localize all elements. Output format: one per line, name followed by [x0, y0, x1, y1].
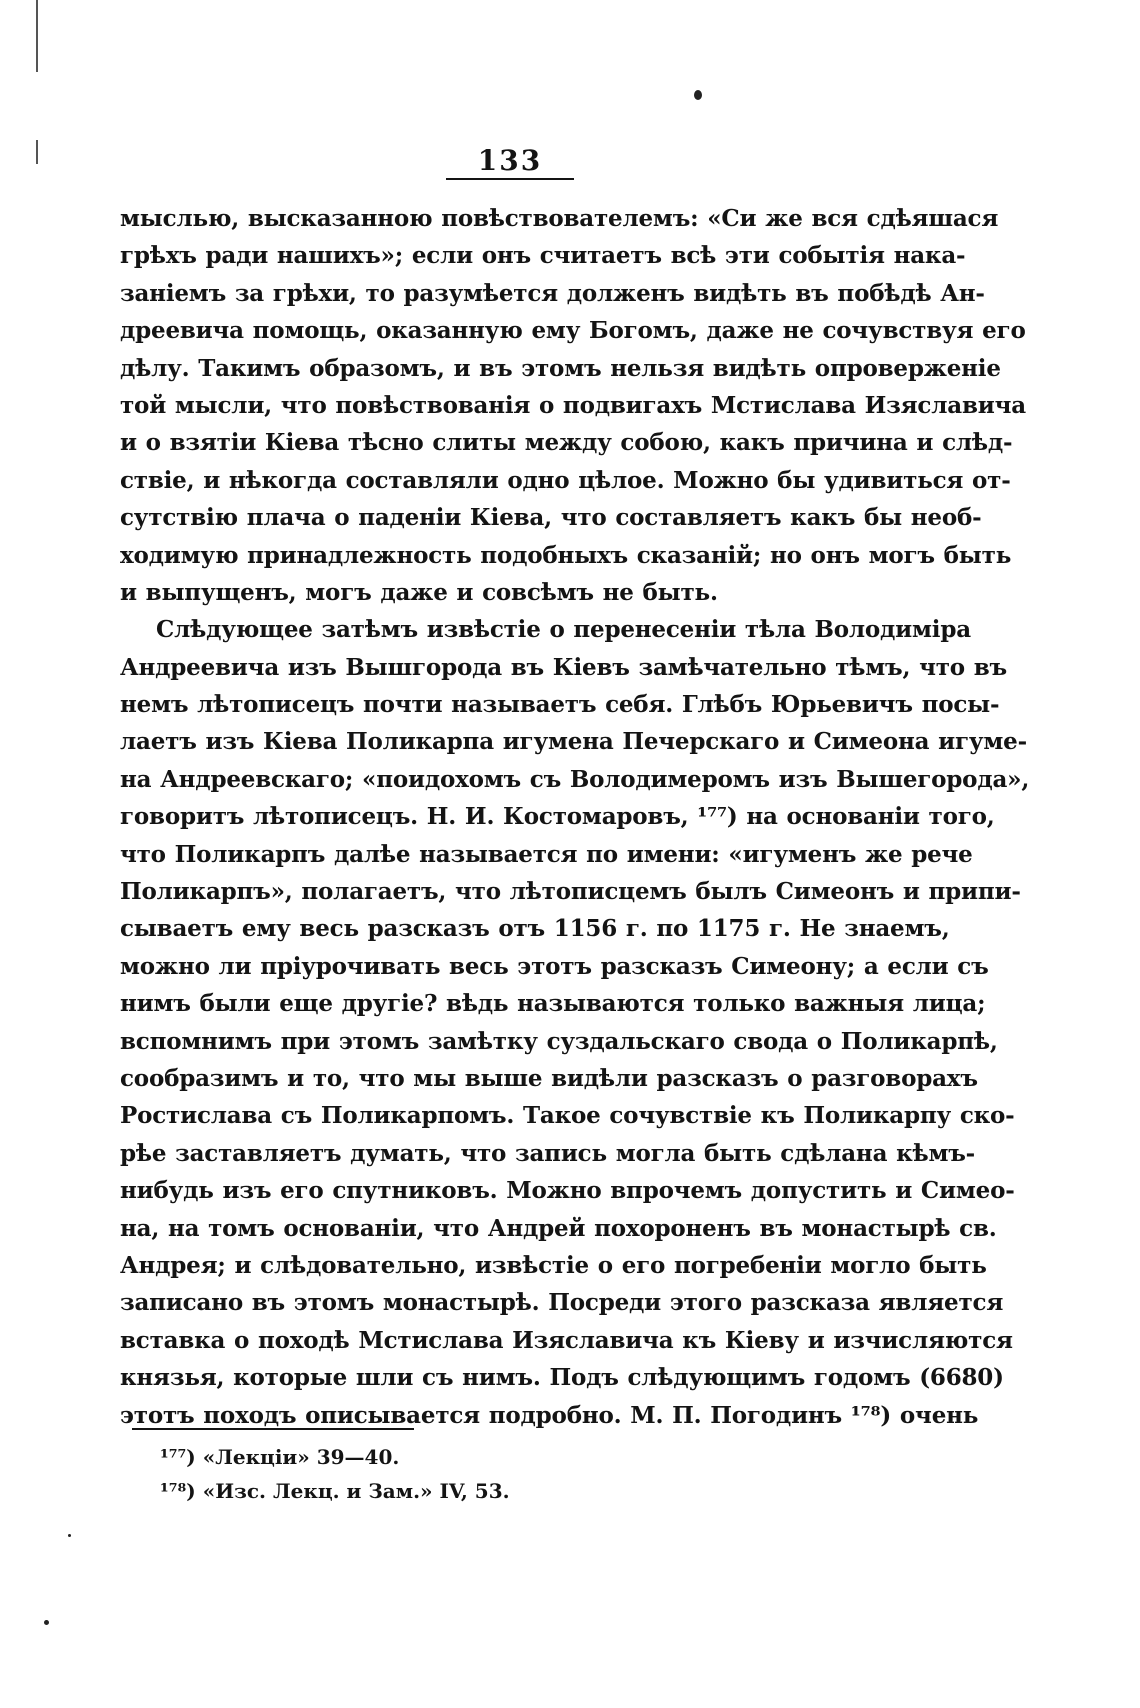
footnotes [160, 1440, 760, 1508]
text-line: этотъ походъ описывается подробно. М. П. Погодинъ ¹⁷⁸) очень [120, 1401, 979, 1429]
text-line: князья, которые шли съ нимъ. Подъ слѣдующимъ годомъ (6680) [120, 1364, 1004, 1392]
text-line: немъ лѣтописецъ почти называетъ себя. Глѣбъ Юрьевичъ посы- [120, 691, 1000, 719]
text-line: и выпущенъ, могъ даже и совсѣмъ не быть. [120, 578, 718, 606]
body-text [120, 200, 1030, 1434]
text-line: на, на томъ основаніи, что Андрей похороненъ въ монастырѣ св. [120, 1214, 997, 1242]
scan-speck [694, 90, 702, 100]
text-line: можно ли пріурочивать весь этотъ разсказъ Симеону; а если съ [120, 952, 989, 980]
text-line: лаетъ изъ Кіева Поликарпа игумена Печерскаго и Симеона игуме- [120, 728, 1027, 756]
text-line: сутствію плача о паденіи Кіева, что составляетъ какъ бы необ- [120, 504, 982, 532]
text-line: рѣе заставляетъ думать, что запись могла быть сдѣлана кѣмъ- [120, 1139, 976, 1167]
text-line: говоритъ лѣтописецъ. Н. И. Костомаровъ, ¹⁷⁷) на основаніи того, [120, 803, 995, 831]
scan-margin-line [36, 140, 38, 164]
footnote-177: ¹⁷⁷) «Лекціи» 39—40. [160, 1445, 400, 1469]
scan-margin-line [36, 0, 38, 72]
page-number: 133 [477, 144, 543, 177]
text-line: ходимую принадлежность подобныхъ сказаній; но онъ могъ быть [120, 541, 1012, 569]
text-line: мыслью, высказанною повѣствователемъ: «Си же вся сдѣяшася [120, 205, 999, 232]
footnote-178: ¹⁷⁸) «Изс. Лекц. и Зам.» IV, 53. [160, 1479, 510, 1503]
text-line: Поликарпъ», полагаетъ, что лѣтописцемъ былъ Симеонъ и припи- [120, 878, 1021, 906]
text-line: заніемъ за грѣхи, то разумѣется долженъ видѣть въ побѣдѣ Ан- [120, 279, 985, 307]
text-line: той мысли, что повѣствованія о подвигахъ Мстислава Изяславича [120, 391, 1026, 419]
page-number-rule [446, 178, 574, 180]
scan-speck [68, 1534, 71, 1537]
text-line: дреевича помощь, оказанную ему Богомъ, даже не сочувствуя его [120, 317, 1026, 345]
text-line: Слѣдующее затѣмъ извѣстіе о перенесеніи тѣла Володиміра [156, 616, 971, 644]
text-line: записано въ этомъ монастырѣ. Посреди этого разсказа является [120, 1289, 1004, 1317]
text-line: сообразимъ и то, что мы выше видѣли разсказъ о разговорахъ [120, 1064, 978, 1092]
text-line: нимъ были еще другіе? вѣдь называются только важныя лица; [120, 990, 986, 1018]
text-line: что Поликарпъ далѣе называется по имени: «игуменъ же рече [120, 840, 973, 868]
text-line: Андрея; и слѣдовательно, извѣстіе о его погребеніи могло быть [120, 1251, 987, 1279]
text-line: на Андреевскаго; «поидохомъ съ Володимеромъ изъ Вышегорода», [120, 765, 1030, 793]
text-line: и о взятіи Кіева тѣсно слиты между собою, какъ причина и слѣд- [120, 429, 1013, 457]
scan-speck [44, 1620, 49, 1625]
text-line: вспомнимъ при этомъ замѣтку суздальскаго свода о Поликарпѣ, [120, 1027, 998, 1055]
text-line: ствіе, и нѣкогда составляли одно цѣлое. Можно бы удивиться от- [120, 466, 1011, 494]
text-line: вставка о походѣ Мстислава Изяславича къ Кіеву и изчисляются [120, 1326, 1013, 1354]
text-line: Андреевича изъ Вышгорода въ Кіевъ замѣчательно тѣмъ, что въ [120, 653, 1007, 681]
text-line: дѣлу. Такимъ образомъ, и въ этомъ нельзя видѣть опроверженіе [120, 354, 1001, 382]
text-line: Ростислава съ Поликарпомъ. Такое сочувствіе къ Поликарпу ско- [120, 1102, 1015, 1130]
text-line: сываетъ ему весь разсказъ отъ 1156 г. по 1175 г. Не знаемъ, [120, 915, 950, 943]
text-line: грѣхъ ради нашихъ»; если онъ считаетъ всѣ эти событія нака- [120, 242, 966, 270]
text-line: нибудь изъ его спутниковъ. Можно впрочемъ допустить и Симео- [120, 1177, 1015, 1205]
footnote-rule [132, 1428, 414, 1430]
